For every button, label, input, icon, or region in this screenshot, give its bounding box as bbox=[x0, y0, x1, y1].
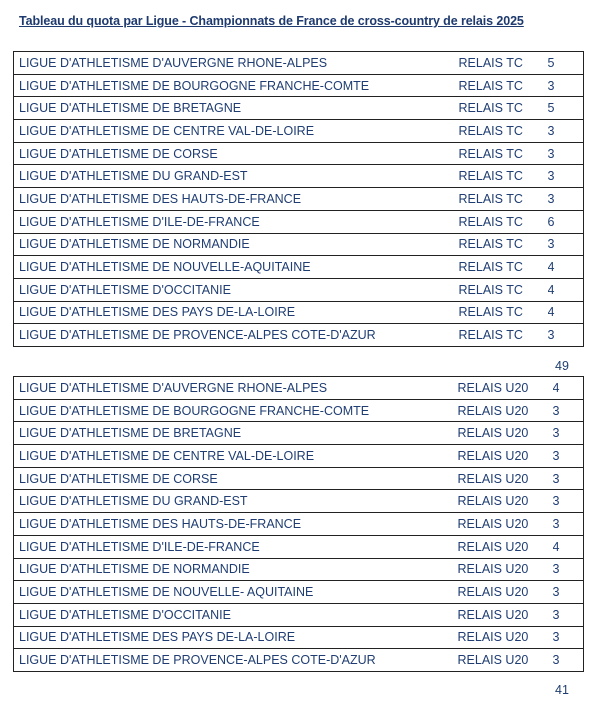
relais-category: RELAIS U20 bbox=[458, 535, 553, 558]
quota-count: 3 bbox=[548, 233, 584, 256]
ligue-name: LIGUE D'ATHLETISME D'OCCITANIE bbox=[14, 278, 451, 301]
relais-category: RELAIS TC bbox=[451, 301, 548, 324]
ligue-name: LIGUE D'ATHLETISME D'OCCITANIE bbox=[14, 603, 458, 626]
relais-category: RELAIS TC bbox=[451, 74, 548, 97]
quota-count: 4 bbox=[553, 535, 584, 558]
relais-category: RELAIS TC bbox=[451, 256, 548, 279]
ligue-name: LIGUE D'ATHLETISME DES PAYS DE-LA-LOIRE bbox=[14, 301, 451, 324]
relais-category: RELAIS U20 bbox=[458, 513, 553, 536]
relais-category: RELAIS U20 bbox=[458, 603, 553, 626]
table-row bbox=[14, 52, 584, 75]
quota-count: 3 bbox=[548, 188, 584, 211]
ligue-name: LIGUE D'ATHLETISME DE NORMANDIE bbox=[14, 558, 458, 581]
table-row bbox=[14, 188, 584, 211]
ligue-name: LIGUE D'ATHLETISME DE BOURGOGNE FRANCHE-COMTE bbox=[14, 74, 451, 97]
ligue-name: LIGUE D'ATHLETISME DE NORMANDIE bbox=[14, 233, 451, 256]
quota-count: 4 bbox=[548, 301, 584, 324]
quota-count: 3 bbox=[553, 558, 584, 581]
table-row bbox=[14, 278, 584, 301]
table-row bbox=[14, 558, 584, 581]
quota-table-u20 bbox=[13, 376, 584, 672]
relais-category: RELAIS U20 bbox=[458, 399, 553, 422]
ligue-name: LIGUE D'ATHLETISME DU GRAND-EST bbox=[14, 165, 451, 188]
quota-count: 4 bbox=[553, 377, 584, 400]
relais-category: RELAIS U20 bbox=[458, 581, 553, 604]
ligue-name: LIGUE D'ATHLETISME DE BRETAGNE bbox=[14, 97, 451, 120]
quota-count: 3 bbox=[553, 603, 584, 626]
quota-count: 5 bbox=[548, 52, 584, 75]
quota-count: 4 bbox=[548, 256, 584, 279]
ligue-name: LIGUE D'ATHLETISME DE CORSE bbox=[14, 467, 458, 490]
table-row bbox=[14, 324, 584, 347]
table-row bbox=[14, 210, 584, 233]
ligue-name: LIGUE D'ATHLETISME DE BOURGOGNE FRANCHE-COMTE bbox=[14, 399, 458, 422]
relais-category: RELAIS U20 bbox=[458, 626, 553, 649]
table-row bbox=[14, 581, 584, 604]
ligue-name: LIGUE D'ATHLETISME DES HAUTS-DE-FRANCE bbox=[14, 188, 451, 211]
relais-category: RELAIS TC bbox=[451, 97, 548, 120]
ligue-name: LIGUE D'ATHLETISME D'AUVERGNE RHONE-ALPES bbox=[14, 377, 458, 400]
ligue-name: LIGUE D'ATHLETISME DE NOUVELLE-AQUITAINE bbox=[14, 256, 451, 279]
quota-table-body bbox=[14, 52, 584, 347]
quota-count: 3 bbox=[553, 649, 584, 672]
table-row bbox=[14, 74, 584, 97]
ligue-name: LIGUE D'ATHLETISME D'ILE-DE-FRANCE bbox=[14, 535, 458, 558]
table-row bbox=[14, 513, 584, 536]
relais-category: RELAIS U20 bbox=[458, 558, 553, 581]
quota-count: 4 bbox=[548, 278, 584, 301]
relais-category: RELAIS TC bbox=[451, 210, 548, 233]
table-row bbox=[14, 97, 584, 120]
quota-count: 3 bbox=[548, 142, 584, 165]
table-row bbox=[14, 649, 584, 672]
quota-count: 3 bbox=[548, 165, 584, 188]
relais-category: RELAIS TC bbox=[451, 120, 548, 143]
relais-category: RELAIS TC bbox=[451, 188, 548, 211]
table-row bbox=[14, 467, 584, 490]
table-row bbox=[14, 535, 584, 558]
quota-table-tc bbox=[13, 51, 584, 347]
relais-category: RELAIS U20 bbox=[458, 490, 553, 513]
relais-category: RELAIS TC bbox=[451, 278, 548, 301]
table-row bbox=[14, 377, 584, 400]
table-row bbox=[14, 422, 584, 445]
relais-category: RELAIS U20 bbox=[458, 445, 553, 468]
table-row bbox=[14, 233, 584, 256]
table-row bbox=[14, 445, 584, 468]
ligue-name: LIGUE D'ATHLETISME DE BRETAGNE bbox=[14, 422, 458, 445]
ligue-name: LIGUE D'ATHLETISME DE CENTRE VAL-DE-LOIRE bbox=[14, 445, 458, 468]
quota-count: 3 bbox=[553, 626, 584, 649]
quota-count: 3 bbox=[548, 120, 584, 143]
relais-category: RELAIS U20 bbox=[458, 649, 553, 672]
table-row bbox=[14, 626, 584, 649]
table-row bbox=[14, 120, 584, 143]
ligue-name: LIGUE D'ATHLETISME DE CENTRE VAL-DE-LOIRE bbox=[14, 120, 451, 143]
table-row bbox=[14, 142, 584, 165]
ligue-name: LIGUE D'ATHLETISME DE PROVENCE-ALPES COTE-D'AZUR bbox=[14, 324, 451, 347]
ligue-name: LIGUE D'ATHLETISME DES HAUTS-DE-FRANCE bbox=[14, 513, 458, 536]
quota-count: 3 bbox=[553, 467, 584, 490]
relais-category: RELAIS U20 bbox=[458, 467, 553, 490]
quota-count: 3 bbox=[548, 74, 584, 97]
quota-count: 3 bbox=[553, 422, 584, 445]
quota-count: 5 bbox=[548, 97, 584, 120]
quota-count: 3 bbox=[553, 445, 584, 468]
ligue-name: LIGUE D'ATHLETISME DE PROVENCE-ALPES COTE-D'AZUR bbox=[14, 649, 458, 672]
quota-count: 3 bbox=[553, 513, 584, 536]
relais-category: RELAIS TC bbox=[451, 52, 548, 75]
quota-count: 3 bbox=[553, 399, 584, 422]
relais-category: RELAIS U20 bbox=[458, 377, 553, 400]
table-row bbox=[14, 256, 584, 279]
ligue-name: LIGUE D'ATHLETISME D'AUVERGNE RHONE-ALPES bbox=[14, 52, 451, 75]
relais-category: RELAIS TC bbox=[451, 142, 548, 165]
ligue-name: LIGUE D'ATHLETISME D'ILE-DE-FRANCE bbox=[14, 210, 451, 233]
ligue-name: LIGUE D'ATHLETISME DU GRAND-EST bbox=[14, 490, 458, 513]
relais-category: RELAIS TC bbox=[451, 233, 548, 256]
ligue-name: LIGUE D'ATHLETISME DES PAYS DE-LA-LOIRE bbox=[14, 626, 458, 649]
table-row bbox=[14, 399, 584, 422]
ligue-name: LIGUE D'ATHLETISME DE NOUVELLE- AQUITAINE bbox=[14, 581, 458, 604]
quota-table-body bbox=[14, 377, 584, 672]
relais-category: RELAIS TC bbox=[451, 324, 548, 347]
table-row bbox=[14, 165, 584, 188]
total-u20: 41 bbox=[555, 683, 569, 697]
document-title: Tableau du quota par Ligue - Championnats de France de cross-country de relais 2025 bbox=[19, 14, 524, 28]
table-row bbox=[14, 603, 584, 626]
ligue-name: LIGUE D'ATHLETISME DE CORSE bbox=[14, 142, 451, 165]
relais-category: RELAIS U20 bbox=[458, 422, 553, 445]
table-row bbox=[14, 490, 584, 513]
quota-count: 3 bbox=[553, 490, 584, 513]
relais-category: RELAIS TC bbox=[451, 165, 548, 188]
table-row bbox=[14, 301, 584, 324]
total-tc: 49 bbox=[555, 359, 569, 373]
quota-count: 3 bbox=[553, 581, 584, 604]
quota-count: 6 bbox=[548, 210, 584, 233]
quota-count: 3 bbox=[548, 324, 584, 347]
